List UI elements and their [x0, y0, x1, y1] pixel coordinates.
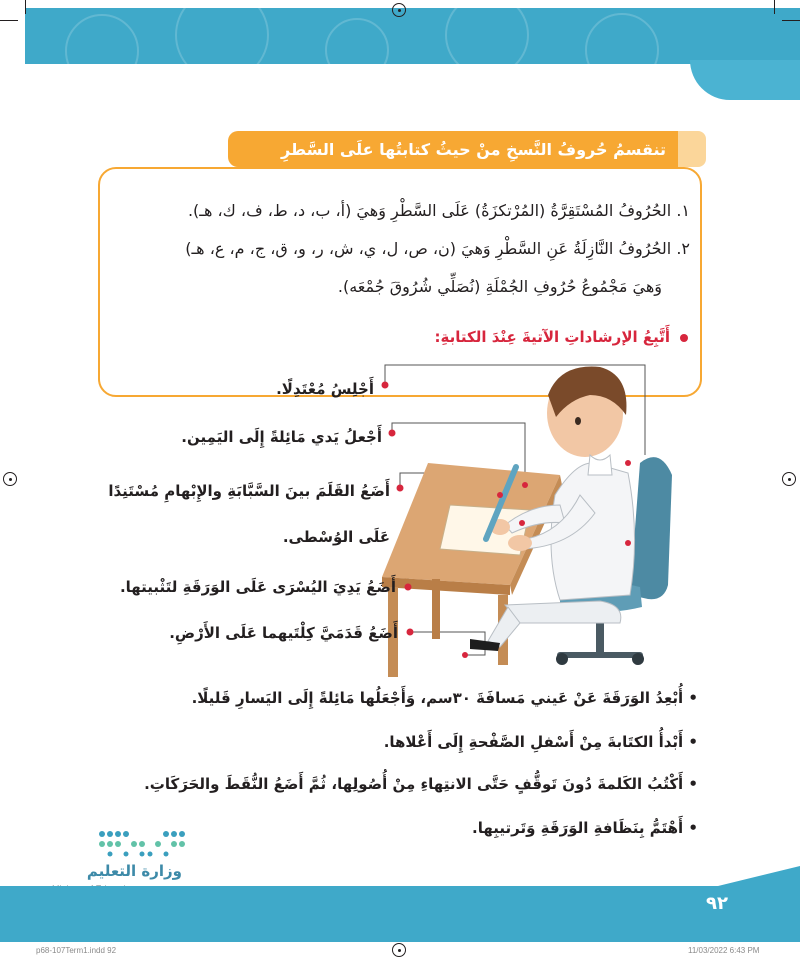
registration-mark-icon — [392, 943, 406, 957]
connector-dot — [519, 520, 525, 526]
rule-line: ٢. الحُرُوفُ النَّازِلَةُ عَنِ السَّطْرِ وَهيَ (ن، ص، ل، ي، ش، ر، و، ق، ج، م، ع، هـ) — [185, 239, 690, 258]
posture-label: أَضَعُ قَدَمَيَّ كِلْتَيهما عَلَى الأَرْضِ. — [169, 624, 398, 642]
posture-label: أَضَعُ القَلَمَ بينَ السَّبَّابَةِ والإِبْهامِ مُسْتَنِدًا — [108, 482, 390, 500]
posture-label: أَجْلِسُ مُعْتَدِلًا. — [276, 380, 374, 398]
rule-line: ١. الحُرُوفُ المُسْتَقِرَّةُ (المُرْتكزَةُ) عَلَى السَّطْرِ وَهيَ (أ، ب، د، ط، ف، ك، هـ). — [187, 201, 690, 220]
crop-mark — [782, 20, 800, 21]
tip-item: • أَبْدأُ الكتَابةَ مِنْ أَسْفلِ الصَّفْحةِ إِلَى أَعْلاها. — [383, 733, 698, 751]
page-number: ٩٢ — [706, 893, 728, 914]
instructions-title: أَتَّبِعُ الإرشاداتِ الآتيةَ عِنْدَ الكتابةِ: — [434, 328, 670, 346]
connector-dot — [497, 492, 503, 498]
registration-mark-icon — [392, 3, 406, 17]
posture-label: عَلَى الوُسْطى. — [282, 528, 390, 546]
ministry-logo-icon — [96, 828, 192, 860]
connector-dot — [405, 584, 412, 591]
posture-label: أَجْعلُ يَدي مَائِلةً إِلَى اليَمِين. — [181, 428, 382, 446]
connector-dot — [389, 430, 396, 437]
connector-dot — [625, 460, 631, 466]
top-banner — [25, 8, 800, 64]
crop-mark — [25, 0, 26, 14]
heading-bar-tab — [678, 131, 706, 167]
top-banner-tail — [690, 60, 800, 100]
connector-dot — [625, 540, 631, 546]
connector-dot — [397, 485, 404, 492]
print-slug-file: p68-107Term1.indd 92 — [36, 946, 117, 955]
print-slug-date: 11/03/2022 6:43 PM — [688, 946, 760, 955]
connector-dot — [382, 382, 389, 389]
posture-label: أَضَعُ يَدِيَ اليُسْرَى عَلَى الوَرَقَةِ لتَثْبيتها. — [119, 578, 396, 596]
tip-item: • أُبْعِدُ الوَرَقَةَ عَنْ عَيني مَسافَةَ ٣٠سم، وَأَجْعَلُها مَائِلةً إِلَى اليَسارِ قَليلًا. — [191, 689, 698, 707]
section-heading: تنقسمُ حُروفُ النَّسخِ منْ حيثُ كتابتُها علَى السَّطرِ — [281, 140, 666, 159]
bottom-banner — [0, 886, 800, 942]
bullet-icon — [680, 334, 688, 342]
tip-item: • أَهْتَمُّ بِنَظَافةِ الوَرَقَةِ وَتَرتيبِها. — [472, 819, 698, 837]
crop-mark — [774, 0, 775, 14]
crop-mark — [0, 20, 18, 21]
rule-line: وَهيَ مَجْمُوعُ حُرُوفِ الجُمْلَةِ (نُصَلِّي شُرُوقَ جُمْعَه). — [337, 277, 662, 296]
connector-dot — [407, 629, 414, 636]
tip-item: • أَكْتُبُ الكَلمةَ دُونَ تَوقُّفٍ حَتَّى الانتِهاءِ مِنْ أُصُولِها، ثُمَّ أَضَعُ النُّقَطَ والحَرَكَاتِ. — [144, 775, 698, 793]
ministry-name-arabic: وزارة التعليم — [86, 862, 182, 880]
connector-dot — [462, 652, 468, 658]
connector-dot — [522, 482, 528, 488]
